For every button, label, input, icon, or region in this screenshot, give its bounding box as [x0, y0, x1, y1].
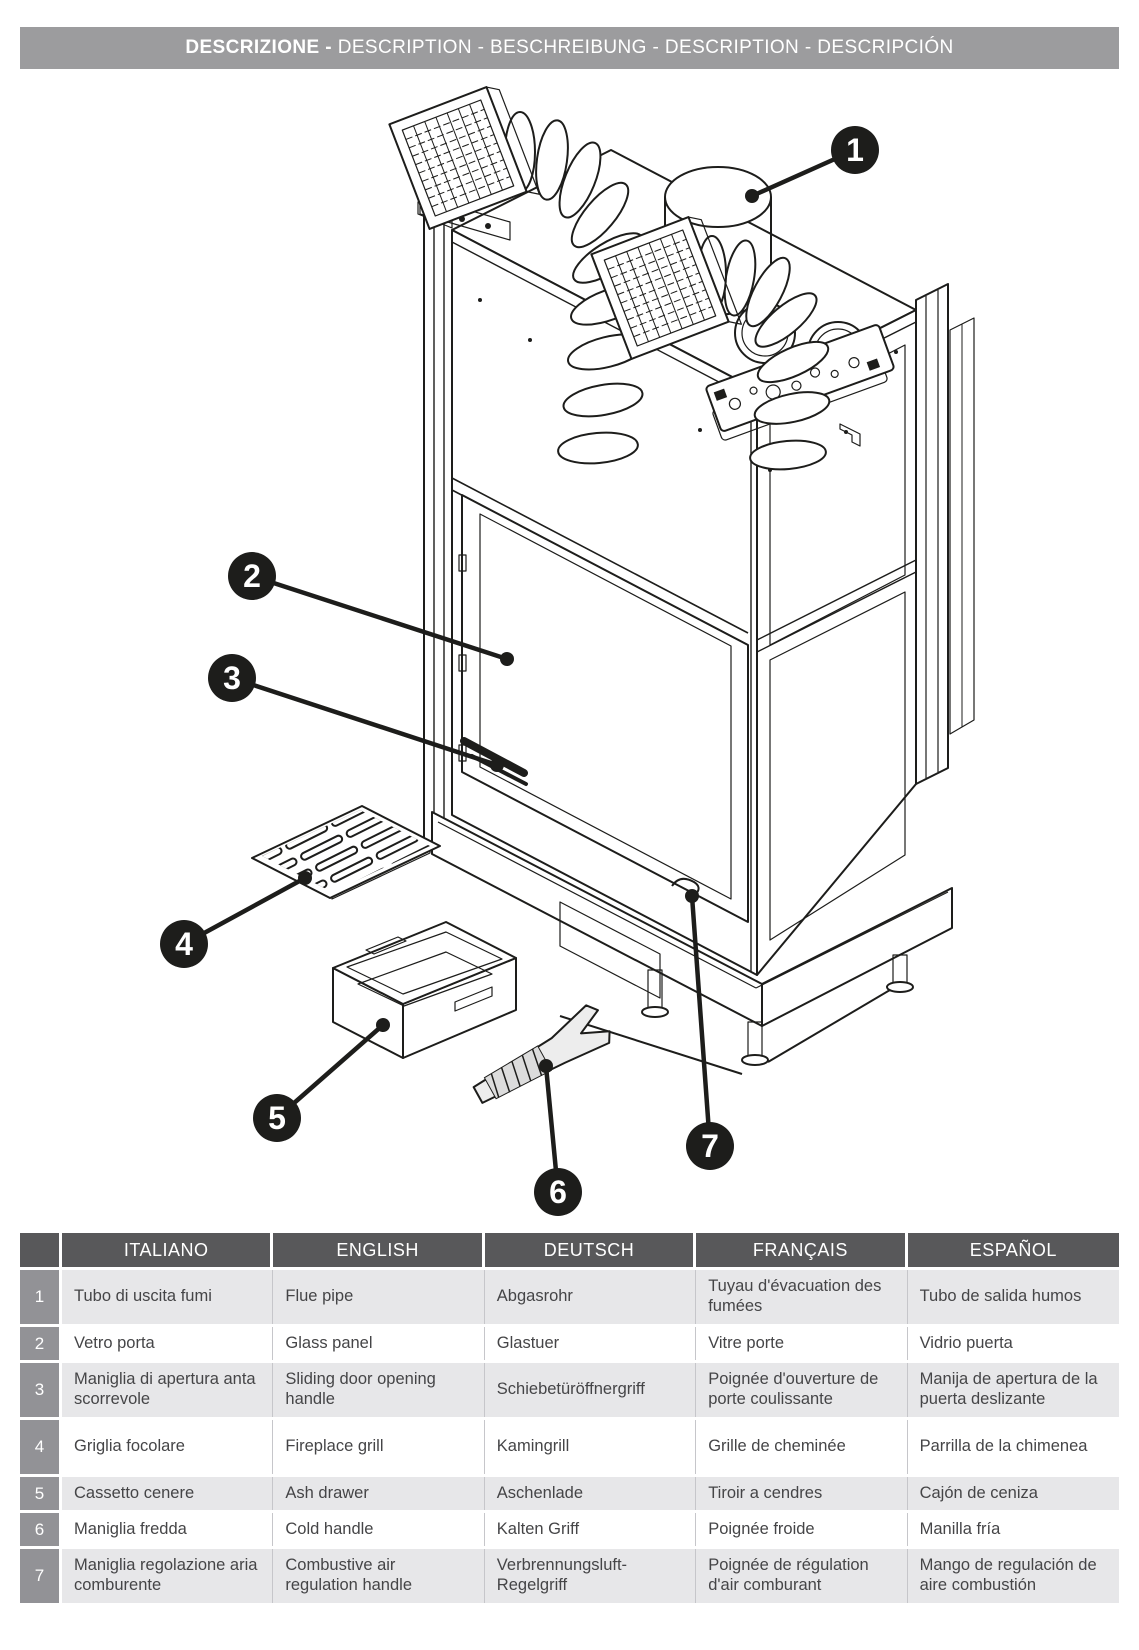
table-cell: Combustive air regulation handle: [273, 1549, 484, 1603]
row-number: 7: [20, 1549, 59, 1603]
table-cell: Kalten Griff: [485, 1513, 696, 1546]
callout-1: [831, 126, 879, 174]
table-cell: Tuyau d'évacuation des fumées: [696, 1270, 907, 1324]
table-cell: Vidrio puerta: [919, 1333, 1013, 1352]
callout-7-number: 7: [701, 1128, 719, 1164]
table-cell: Sliding door opening handle: [273, 1363, 484, 1417]
table-corner-cell: [20, 1233, 59, 1267]
table-cell: Cassetto cenere: [62, 1477, 273, 1510]
callout-3-number: 3: [223, 660, 241, 696]
fireplace-technical-drawing: [0, 85, 1139, 1225]
row-number: 1: [20, 1270, 59, 1324]
parts-table: [20, 1233, 1119, 1603]
table-cell: Griglia focolare: [62, 1420, 273, 1474]
table-cell: Abgasrohr: [485, 1270, 696, 1324]
row-number: 5: [20, 1477, 59, 1510]
section-title-secondary: DESCRIPTION - BESCHREIBUNG - DESCRIPTION - DESCRIPCIÓN: [332, 37, 954, 58]
table-cell: Kamingrill: [485, 1420, 696, 1474]
column-header-english: ENGLISH: [273, 1233, 484, 1267]
table-cell: Vitre porte: [696, 1327, 907, 1360]
row-number: 6: [20, 1513, 59, 1546]
callout-5-number: 5: [268, 1100, 286, 1136]
callout-6: [534, 1168, 582, 1216]
row-number: 4: [20, 1420, 59, 1474]
column-header-francais: FRANÇAIS: [696, 1233, 907, 1267]
table-cell: Glass panel: [273, 1327, 484, 1360]
table-cell: Cold handle: [273, 1513, 484, 1546]
table-cell: Mango de regulación de aire combustión: [908, 1549, 1119, 1603]
table-cell: Poignée froide: [696, 1513, 907, 1546]
table-cell: Parrilla de la chimenea: [919, 1437, 1088, 1456]
table-cell: Tubo di uscita fumi: [62, 1270, 273, 1324]
column-header-espanol: ESPAÑOL: [908, 1233, 1119, 1267]
row-number: 3: [20, 1363, 59, 1417]
table-cell: Maniglia fredda: [62, 1513, 273, 1546]
ash-drawer-drawing: [333, 922, 516, 1058]
column-header-italiano: ITALIANO: [62, 1233, 273, 1267]
exploded-view-diagram: [0, 85, 1139, 1225]
section-title-primary: DESCRIZIONE -: [185, 37, 333, 58]
table-cell: Fireplace grill: [273, 1420, 484, 1474]
table-cell: Poignée de régulation d'air comburant: [696, 1549, 907, 1603]
table-cell: Tubo de salida humos: [908, 1270, 1119, 1324]
callout-5: [253, 1094, 301, 1142]
callout-2: [228, 552, 276, 600]
table-cell: Grille de cheminée: [696, 1420, 907, 1474]
table-cell: Verbrennungsluft-Regelgriff: [485, 1549, 696, 1603]
table-cell: Maniglia di apertura anta scorrevole: [62, 1363, 273, 1417]
table-cell: Aschenlade: [485, 1477, 696, 1510]
table-cell: Flue pipe: [273, 1270, 484, 1324]
table-cell: Manilla fría: [919, 1519, 1001, 1538]
callout-4: [160, 920, 208, 968]
callout-7: [686, 1122, 734, 1170]
table-cell: Cajón de ceniza: [908, 1477, 1119, 1510]
callout-4-number: 4: [175, 926, 193, 962]
table-cell: Vetro porta: [62, 1327, 273, 1360]
table-cell: Glastuer: [485, 1327, 696, 1360]
callout-1-number: 1: [846, 132, 864, 168]
table-cell: Poignée d'ouverture de porte coulissante: [696, 1363, 907, 1417]
table-cell: Maniglia regolazione aria comburente: [62, 1549, 273, 1603]
table-cell: Manija de apertura de la puerta deslizante: [908, 1363, 1119, 1417]
table-cell: Ash drawer: [273, 1477, 484, 1510]
callout-2-number: 2: [243, 558, 261, 594]
section-header: [20, 27, 1119, 69]
table-cell: Tiroir a cendres: [696, 1477, 907, 1510]
column-header-deutsch: DEUTSCH: [485, 1233, 696, 1267]
callout-3: [208, 654, 256, 702]
table-cell: Schiebetüröffnergriff: [485, 1363, 696, 1417]
row-number: 2: [20, 1327, 59, 1360]
callout-6-number: 6: [549, 1174, 567, 1210]
